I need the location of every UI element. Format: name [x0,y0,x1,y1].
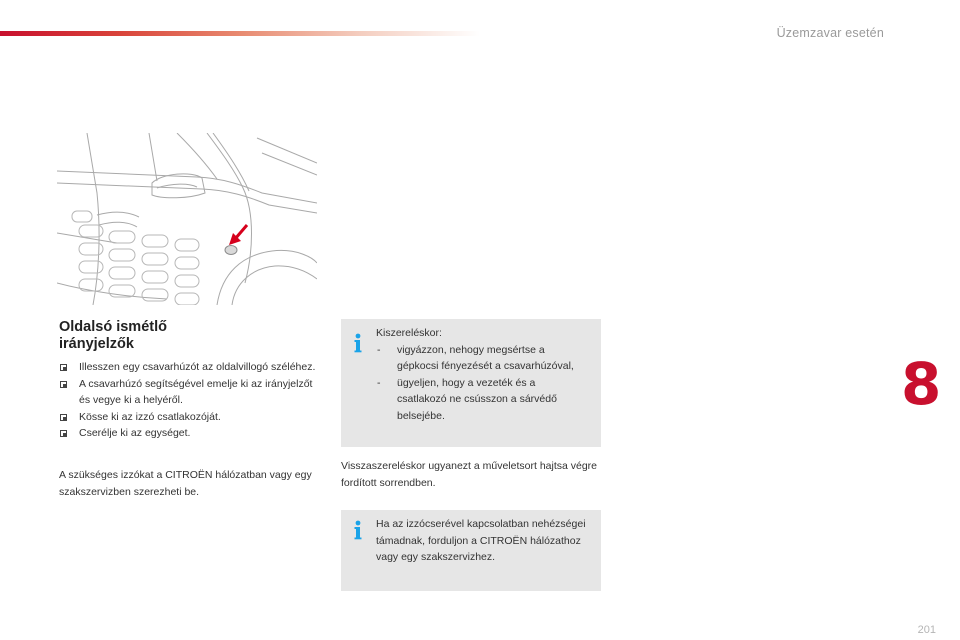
list-item [59,376,319,409]
bulb-supply-note: A szükséges izzókat a CITROËN hálózatban vagy egy szakszervizben szerezheti be. [59,469,312,498]
list-item [376,342,587,375]
list-item [59,359,319,376]
chapter-title: Üzemzavar esetén [776,26,884,40]
step-text: Kösse ki az izzó csatlakozóját. [79,410,221,423]
section-title [59,319,319,353]
list-item [59,425,319,442]
info-i-icon [353,520,363,540]
info-i-icon [353,333,363,353]
chapter-number: 8 [901,350,942,418]
dash-marker: - [377,376,381,389]
square-bullet-icon [60,364,67,371]
step-list [59,359,319,442]
caution-text: ügyeljen, hogy a vezeték és a csatlakozó ne csússzon a sárvédő belsejébe. [397,376,557,422]
caution-list [376,342,587,425]
page-number: 201 [917,624,936,636]
refitting-note: Visszaszereléskor ugyanezt a műveletsort hajtsa végre fordított sorrendben. [341,460,598,489]
list-item [59,409,319,426]
car-side-repeater-illustration [57,133,317,305]
square-bullet-icon [60,414,67,421]
header-accent-bar [0,31,480,36]
section-title-line2: irányjelzők [59,336,134,352]
red-arrow-icon [229,225,247,245]
dash-marker: - [377,343,381,356]
step-text: Illesszen egy csavarhúzót az oldalvillogó széléhez. [79,361,316,373]
side-repeater-lamp [225,246,237,255]
removal-info-box [341,319,601,447]
step-text: A csavarhúzó segítségével emelje ki az irányjelzőt és vegye ki a helyéről. [79,377,313,406]
square-bullet-icon [60,430,67,437]
section-title-line1: Oldalsó ismétlő [59,319,167,335]
step-text: Cserélje ki az egységet. [79,427,191,439]
list-item [376,375,587,425]
square-bullet-icon [60,381,67,388]
help-text: Ha az izzócserével kapcsolatban nehézségei támadnak, forduljon a CITROËN hálózathoz vagy egy szakszervizhez. [376,518,586,563]
info-box-intro: Kiszereléskor: [376,327,442,339]
caution-text: vigyázzon, nehogy megsértse a gépkocsi fényezését a csavarhúzóval, [397,343,574,372]
help-info-box [341,510,601,591]
